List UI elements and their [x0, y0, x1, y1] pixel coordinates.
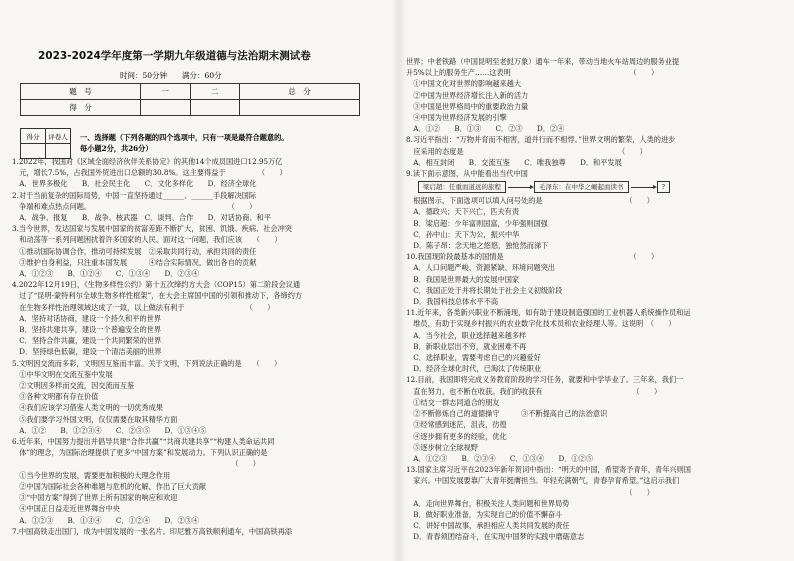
question-line: ④逐步拥有更多的经验，优化	[406, 431, 507, 441]
question-line: 维员，有助于实现乡村振兴的农业数字化技术员和农业经理人等。这说明 （ ）	[406, 319, 676, 329]
section-title	[80, 132, 370, 154]
question-line: B．新职业层出不穷，就业困难不再	[406, 341, 527, 351]
question-line: 7.中国高铁走出国门，成为中国发展的一张名片。印尼雅万高铁顺利通车，中国高铁再添	[12, 526, 292, 536]
question-line: A．走向世界舞台，积极关注人类问题和世界局势	[406, 498, 570, 508]
question-line: ④中国正日益走近世界舞台中央	[12, 504, 120, 514]
question-line: A．①② B．①②③④ C．②③⑤ D．①③④⑤	[12, 425, 207, 435]
question-line: A．人口问题严峻、资源紧缺、环境问题突出	[406, 263, 555, 273]
section-title-line: 一、选择题（下列各题的四个选项中，只有一项是最符合题意的。	[80, 133, 289, 142]
score-cell: 得 分	[21, 100, 141, 116]
score-table	[20, 83, 360, 116]
question-line: 家兴。中国发展要靠广大青年挺膺担当。年轻充满朝气，青春孕育希望。”这启示我们	[406, 476, 680, 486]
question-line: A．①②③ B．①②④ C．①③④ D．②③④	[12, 269, 200, 279]
question-line: ③中国是世界格局中的重要政治力量	[406, 101, 529, 111]
exam-title: 2023-2024学年度第一学期九年级道德与法治期末测试卷	[38, 50, 311, 62]
question-line: C．选择职业，需要考虑自己的兴趣爱好	[406, 353, 541, 363]
question-line: C．坚持合作共赢，建设一个共同繁荣的世界	[12, 336, 162, 346]
question-line: ①推动国际协调合作，推动可持续发展 ②采取共同行动，承担共同的责任	[12, 246, 257, 256]
score-cell	[239, 100, 359, 116]
question-line: ④中国为世界经济发展的引擎	[406, 113, 507, 123]
question-line: 4.2022年12月19日，《生物多样性公约》第十五次缔约方大会（COP15）第二阶段会议通	[12, 280, 301, 290]
question-line: ②中国为世界经济增长注入新的活力	[406, 90, 529, 100]
question-line: C．讲好中国故事，承担相应人类共同发展的责任	[406, 521, 570, 531]
question-line: A．世界多极化 B．社会民主化 C．文化多样化 D．经济全球化	[12, 179, 257, 189]
score-cell: 一	[141, 84, 190, 100]
timeline-box: 毛泽东：在中华之崛起而读书	[534, 181, 629, 193]
question-line: 争端和难点热点问题。 （ ）	[12, 201, 257, 211]
question-line: ②中国为国际社会各种难题与危机的化解，作出了巨大贡献	[12, 481, 207, 491]
question-line: 5.文明因交流而多彩，文明因互鉴而丰富。关于文明，下列说法正确的是 （ ）	[12, 358, 282, 368]
timeline-box: 梁启超：任重而道远的旅程	[418, 181, 506, 193]
question-line: ②不断修炼自己的道德操守 ③不断提高自己的法治意识	[406, 409, 608, 419]
exam-meta: 时间：50分钟 满分：60分	[120, 71, 222, 80]
question-line: 升5%以上的服务生产……这表明 （ ）	[406, 68, 659, 78]
question-line: A．战争、报复 B．战争、核武器 C．谈判、合作 D．对话协商、和平	[12, 213, 271, 223]
question-line: A．德政兴；天下兴亡，匹夫有责	[406, 207, 520, 217]
score-cell: 题 号	[21, 84, 141, 100]
question-line: 13.国家主席习近平在2023年新年贺词中指出：“明天的中国，希望寄予青年，青年兴则国	[406, 465, 691, 475]
right-column	[406, 56, 782, 543]
question-line: A．相互封闭 B．交流互鉴 C．唯我独尊 D．和平发展	[406, 157, 622, 167]
score-cell	[190, 100, 239, 116]
timeline-diagram	[418, 181, 782, 193]
question-line: A．当今社会，职业选择越来越多样	[406, 330, 527, 340]
question-line: A．①② B．①③ C．②③ D．②④	[406, 124, 565, 134]
arrow-icon	[631, 187, 655, 188]
question-line: 2.对于当前复杂的国际局势，中国一直坚持通过______、______手段解决国际	[12, 190, 257, 200]
question-line: 应采用的态度是 （ ）	[406, 146, 647, 156]
question-line: ③各种文明都有存在价值	[12, 392, 99, 402]
question-line: ⑤逐步树立全球视野	[406, 442, 478, 452]
question-line: D．青春须团结奋斗，在实现中国梦的实践中磨砺意志	[406, 532, 585, 542]
question-line: C．孙中山：天下为公，振兴中华	[406, 229, 520, 239]
score-cell: 二	[190, 84, 239, 100]
question-line: ③“中国方案”得到了世界上所有国家的响应和欢迎	[12, 493, 178, 503]
question-line: 世界；中老铁路（中国昆明至老挝万象）通车一年来，带动当地火车站周边的服务业提	[406, 57, 680, 66]
question-line: ③维护自身利益，只注重本国发展 ④结合实际情况，做出各自的贡献	[12, 257, 257, 267]
grader-table	[20, 128, 71, 159]
question-line: B．梁启超：少年富则国富，少年强则国强	[406, 218, 548, 228]
score-cell: 总 分	[239, 84, 359, 100]
question-line: 1.2022年，我国对《区域全面经济伙伴关系协定》的其他14个成员国进口12.95万亿	[12, 157, 283, 166]
question-line: 直在努力，也不断在收获。我们的收获有 （ ）	[406, 386, 662, 396]
question-line: A．①②③ B．②③④ C．①③④ D．①②⑤	[406, 453, 594, 463]
section-subtitle-line: 每小题2分，共26分）	[80, 144, 153, 153]
question-line: ①结交一群志同道合的朋友	[406, 397, 500, 407]
question-line: 10.我国现阶段最基本的国情是 （ ）	[406, 252, 659, 262]
score-table-value-row	[21, 100, 360, 116]
question-line: 6.近年来，中国努力提出并倡导共建“合作共赢”“共商共建共享”“构建人类命运共同	[12, 437, 275, 447]
question-line: B．我国是世界最大的发展中国家	[406, 274, 520, 284]
question-line: 体”的理念，为国际治理提供了更多“中国方案”和发展动力。下列认识正确的是	[12, 448, 268, 458]
question-line: 3.当今世界，发达国家与发展中国家的贫富差距不断扩大，贫困、饥饿、疾病、社会冲突	[12, 224, 292, 234]
question-line: 根据图示，下面选项可以填入问号处的是 （ ）	[406, 196, 654, 206]
question-line	[406, 179, 782, 195]
question-line: 过了“昆明-蒙特利尔全球生物多样性框架”，在大会主席国中国的引领和推动下，各缔约方	[12, 291, 303, 301]
question-line: D．坚持绿色低碳，建设一个清洁美丽的世界	[12, 347, 162, 357]
question-line: 和动荡等一系列问题困扰着许多国家的人民。面对这一问题，我们应该 （ ）	[12, 235, 282, 245]
question-line: B．做好职业准备，为实现自己的价值不懈奋斗	[406, 509, 563, 519]
question-line: 在生物多样性治理领域达成了一致，以上做法有利于 （ ）	[12, 302, 275, 312]
grader-label-score: 得分	[21, 129, 46, 144]
question-line: ④我们应该学习借鉴人类文明的一切优秀成果	[12, 403, 163, 413]
question-line: 8.习近平指出：“万物并育而不相害，道并行而不相悖。”世界文明的繁荣，人类的进步	[406, 135, 676, 145]
question-line: ②文明因多样而交流，因交流而互鉴	[12, 381, 135, 391]
question-line: 9.读下面示意图，从中能看出当代中国	[406, 169, 528, 179]
score-cell	[141, 100, 190, 116]
question-line: ①中国文化对世界的影响越来越大	[406, 79, 522, 89]
question-line: 11.近年来，各类新兴职业不断涌现，如有助于建设制造强国的工业机器人系统操作员和运	[406, 308, 691, 318]
timeline-box: ?	[657, 181, 671, 193]
question-line: （ ）	[406, 487, 654, 497]
question-line: 元，增长7.5%，占我国外贸进出口总额的30.8%。这主要得益于 （ ）	[12, 168, 287, 178]
page-fold	[392, 0, 406, 561]
score-table-header-row	[21, 84, 360, 100]
arrow-icon	[508, 187, 532, 188]
question-line: D．陈子昂：念天地之悠悠，独怆然而涕下	[406, 241, 549, 251]
question-line: ①中华文明在交流互鉴中发展	[12, 369, 113, 379]
question-line: B．坚持共建共享，建设一个普遍安全的世界	[12, 325, 162, 335]
question-line: ③经常感到迷茫，沮丧，彷徨	[406, 420, 507, 430]
question-line: ①当今世界的发展，需要更加积极的大理念作用	[12, 470, 171, 480]
question-line: 12.目前，我国即将完成义务教育阶段的学习任务，就要和中学毕业了。三年来，我们一	[406, 375, 684, 385]
left-column	[12, 156, 380, 537]
question-line: C．我国正处于并将长期处于社会主义初级阶段	[406, 285, 563, 295]
question-line: ⑤我们要学习外国文明，仅仅需要在取其精华方面	[12, 414, 178, 424]
grader-label-reviewer: 评卷人	[46, 129, 71, 144]
question-line: A．坚持对话协商，建设一个持久和平的世界	[12, 313, 161, 323]
question-line: D．我国科技总体水平不高	[406, 297, 499, 307]
question-line: D．经济全球化时代，已淘汰了传统职业	[406, 364, 542, 374]
question-line: A．①②③ B．①③④ C．①②④ D．②③④	[12, 515, 200, 525]
question-line: （ ）	[12, 459, 260, 469]
